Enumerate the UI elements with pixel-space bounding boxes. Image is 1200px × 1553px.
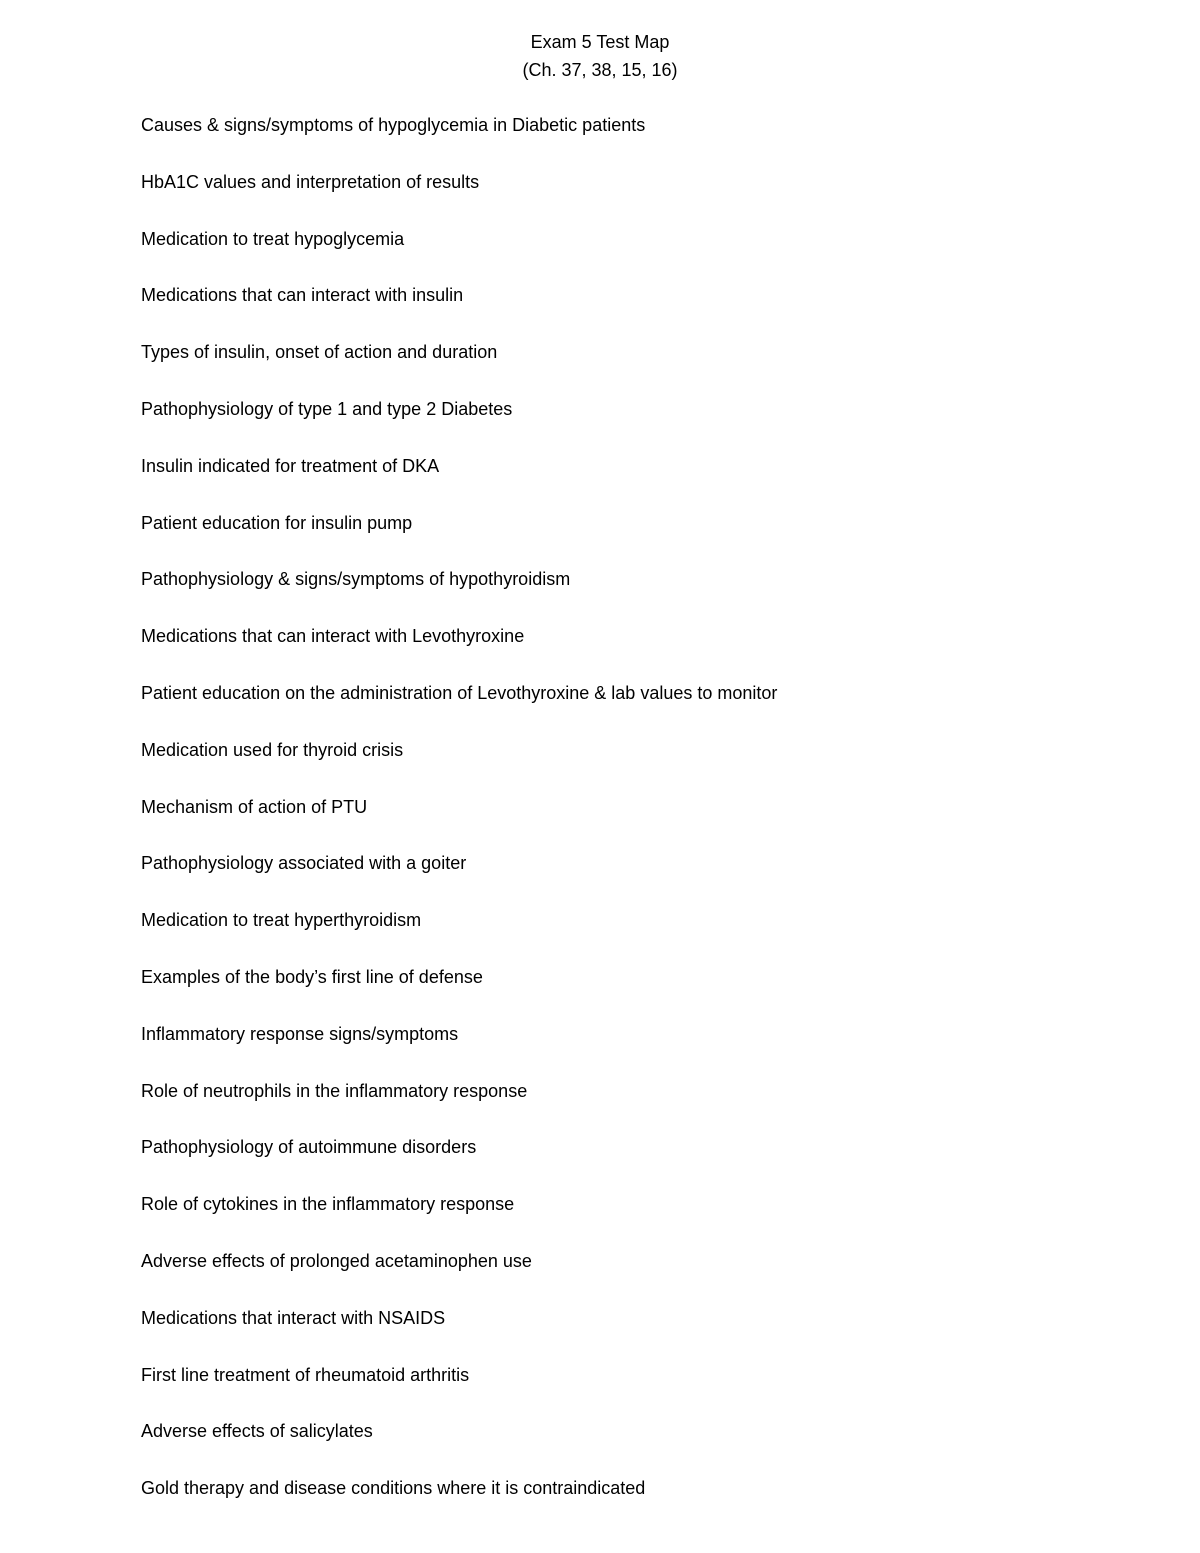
topic-item: Adverse effects of salicylates (141, 1421, 373, 1442)
topic-item: HbA1C values and interpretation of results (141, 171, 480, 192)
topic-item: Medications that interact with NSAIDS (141, 1307, 446, 1328)
topic-item: Medications that can interact with Levothyroxine (141, 626, 525, 647)
topic-item: Role of cytokines in the inflammatory response (141, 1194, 515, 1215)
topic-item: Medication used for thyroid crisis (141, 739, 404, 760)
document-subtitle: (Ch. 37, 38, 15, 16) (522, 60, 678, 80)
topic-item: Pathophysiology of autoimmune disorders (141, 1137, 477, 1158)
topic-item: Mechanism of action of PTU (141, 796, 368, 817)
topic-item: Patient education for insulin pump (141, 512, 413, 533)
topic-item: Inflammatory response signs/symptoms (141, 1023, 459, 1044)
topic-item: Pathophysiology associated with a goiter (141, 853, 467, 874)
topic-item: Gold therapy and disease conditions where it is contraindicated (141, 1478, 646, 1499)
topic-item: Examples of the body’s first line of defense (141, 966, 483, 987)
topic-item: Adverse effects of prolonged acetaminophen use (141, 1250, 532, 1271)
topic-list (141, 113, 1141, 1533)
topic-item: Medications that can interact with insulin (141, 285, 464, 306)
topic-item: Patient education on the administration of Levothyroxine & lab values to monitor (141, 682, 778, 703)
document-title: Exam 5 Test Map (530, 32, 670, 52)
topic-item: Medication to treat hyperthyroidism (141, 910, 422, 931)
topic-item: Insulin indicated for treatment of DKA (141, 455, 440, 476)
topic-item: Medication to treat hypoglycemia (141, 228, 405, 249)
topic-item: Role of neutrophils in the inflammatory response (141, 1080, 528, 1101)
topic-item: Causes & signs/symptoms of hypoglycemia in Diabetic patients (141, 115, 646, 135)
topic-item: Pathophysiology & signs/symptoms of hypothyroidism (141, 569, 571, 590)
topic-item: Types of insulin, onset of action and duration (141, 342, 498, 363)
topic-item: Pathophysiology of type 1 and type 2 Diabetes (141, 398, 513, 419)
topic-item: First line treatment of rheumatoid arthritis (141, 1364, 470, 1385)
